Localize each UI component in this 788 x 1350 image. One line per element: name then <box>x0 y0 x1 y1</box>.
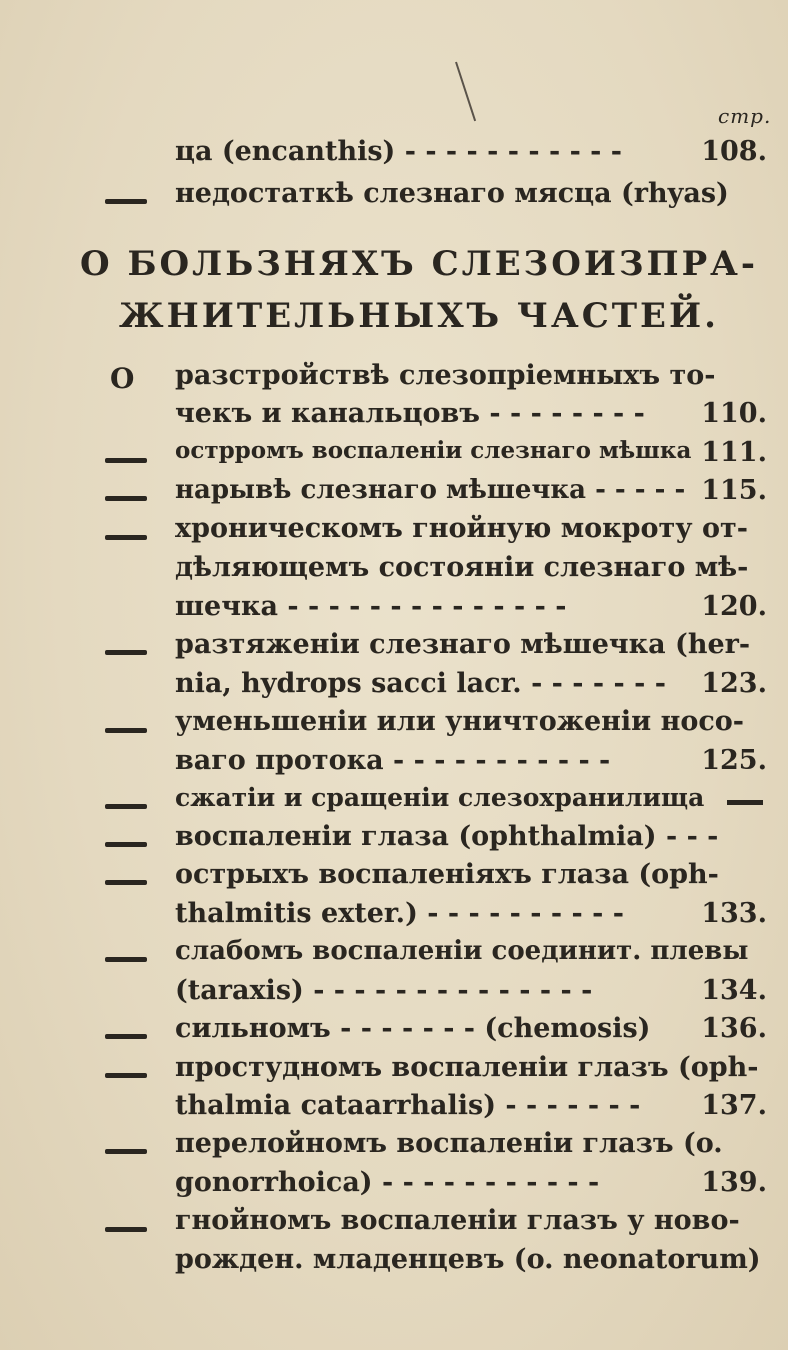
section-heading: О БОЛЬЗНЯХЪ СЛЕЗОИЗПРА- <box>80 244 758 284</box>
entry-text: недостаткѣ слезнаго мясца (rhyas) <box>175 178 729 209</box>
page-number: 125. <box>701 745 767 776</box>
page-number: 115. <box>701 475 767 506</box>
page-number: 108. <box>701 136 767 167</box>
entry-line <box>175 178 767 224</box>
section-heading: ЖНИТЕЛЬНЫХЪ ЧАСТЕЙ. <box>119 296 719 336</box>
ditto-dash <box>105 1034 147 1039</box>
entry-text: перелойномъ воспаленіи глазъ (o. <box>175 1128 723 1159</box>
entry-text: хроническомъ гнойную мокроту от- <box>175 513 748 544</box>
page-number: 111. <box>701 437 767 468</box>
ditto-dash <box>105 804 147 809</box>
ditto-dash <box>105 842 147 847</box>
entry-line <box>175 1244 767 1290</box>
entry-text: чекъ и канальцовъ - - - - - - - - <box>175 398 645 429</box>
ditto-dash <box>105 1227 147 1232</box>
entry-text: ваго протока - - - - - - - - - - - <box>175 745 611 776</box>
page-number: 136. <box>701 1013 767 1044</box>
page-number: 137. <box>701 1090 767 1121</box>
entry-text: уменьшеніи или уничтоженіи носо- <box>175 706 745 737</box>
entry-text: простудномъ воспаленіи глазъ (oph- <box>175 1052 759 1083</box>
entry-text: дѣляющемъ состояніи слезнаго мѣ- <box>175 552 749 583</box>
page-number: 139. <box>701 1167 767 1198</box>
ditto-dash <box>105 957 147 962</box>
entry-text: gonorrhoica) - - - - - - - - - - - <box>175 1167 600 1198</box>
entry-text: острромъ воспаленіи слезнаго мѣшка <box>175 437 692 464</box>
ditto-dash <box>105 458 147 463</box>
ditto-dash <box>105 728 147 733</box>
entry-text: (taraxis) - - - - - - - - - - - - - - <box>175 975 593 1006</box>
ditto-dash <box>105 199 147 204</box>
entry-text: nia, hydrops sacci lacr. - - - - - - - <box>175 668 666 699</box>
page-number: 133. <box>701 898 767 929</box>
entry-text: воспаленіи глаза (ophthalmia) - - - <box>175 821 719 852</box>
page-number: 120. <box>701 591 767 622</box>
entry-text: сжатіи и сращеніи слезохранилища <box>175 783 705 812</box>
entry-text: thalmia cataarrhalis) - - - - - - - <box>175 1090 641 1121</box>
ditto-dash <box>105 535 147 540</box>
entry-text: нарывѣ слезнаго мѣшечка - - - - - <box>175 475 686 505</box>
ditto-dash <box>105 650 147 655</box>
entry-text: ца (encanthis) - - - - - - - - - - - <box>175 136 622 167</box>
entry-text: гнойномъ воспаленіи глазъ у ново- <box>175 1205 740 1236</box>
ditto-dash <box>105 496 147 501</box>
ditto-dash <box>727 800 763 805</box>
running-head: стр. <box>718 104 772 128</box>
page-number: 123. <box>701 668 767 699</box>
page-number: 134. <box>701 975 767 1006</box>
pencil-mark <box>455 62 476 122</box>
page-number: 110. <box>701 398 767 429</box>
entry-text: сильномъ - - - - - - - (chemosis) <box>175 1013 651 1044</box>
lead-letter: О <box>110 362 135 395</box>
entry-text: шечка - - - - - - - - - - - - - - <box>175 591 567 622</box>
ditto-dash <box>105 880 147 885</box>
entry-text: слабомъ воспаленіи соединит. плевы <box>175 936 749 966</box>
entry-text: острыхъ воспаленіяхъ глаза (oph- <box>175 859 719 890</box>
entry-line <box>175 136 767 182</box>
ditto-dash <box>105 1149 147 1154</box>
ditto-dash <box>105 1073 147 1078</box>
entry-text: разтяженіи слезнаго мѣшечка (her- <box>175 629 751 660</box>
entry-text: рожден. младенцевъ (o. neonatorum) <box>175 1244 761 1275</box>
entry-text: разстройствѣ слезопріемныхъ то- <box>175 360 716 391</box>
entry-text: thalmitis exter.) - - - - - - - - - - <box>175 898 624 929</box>
